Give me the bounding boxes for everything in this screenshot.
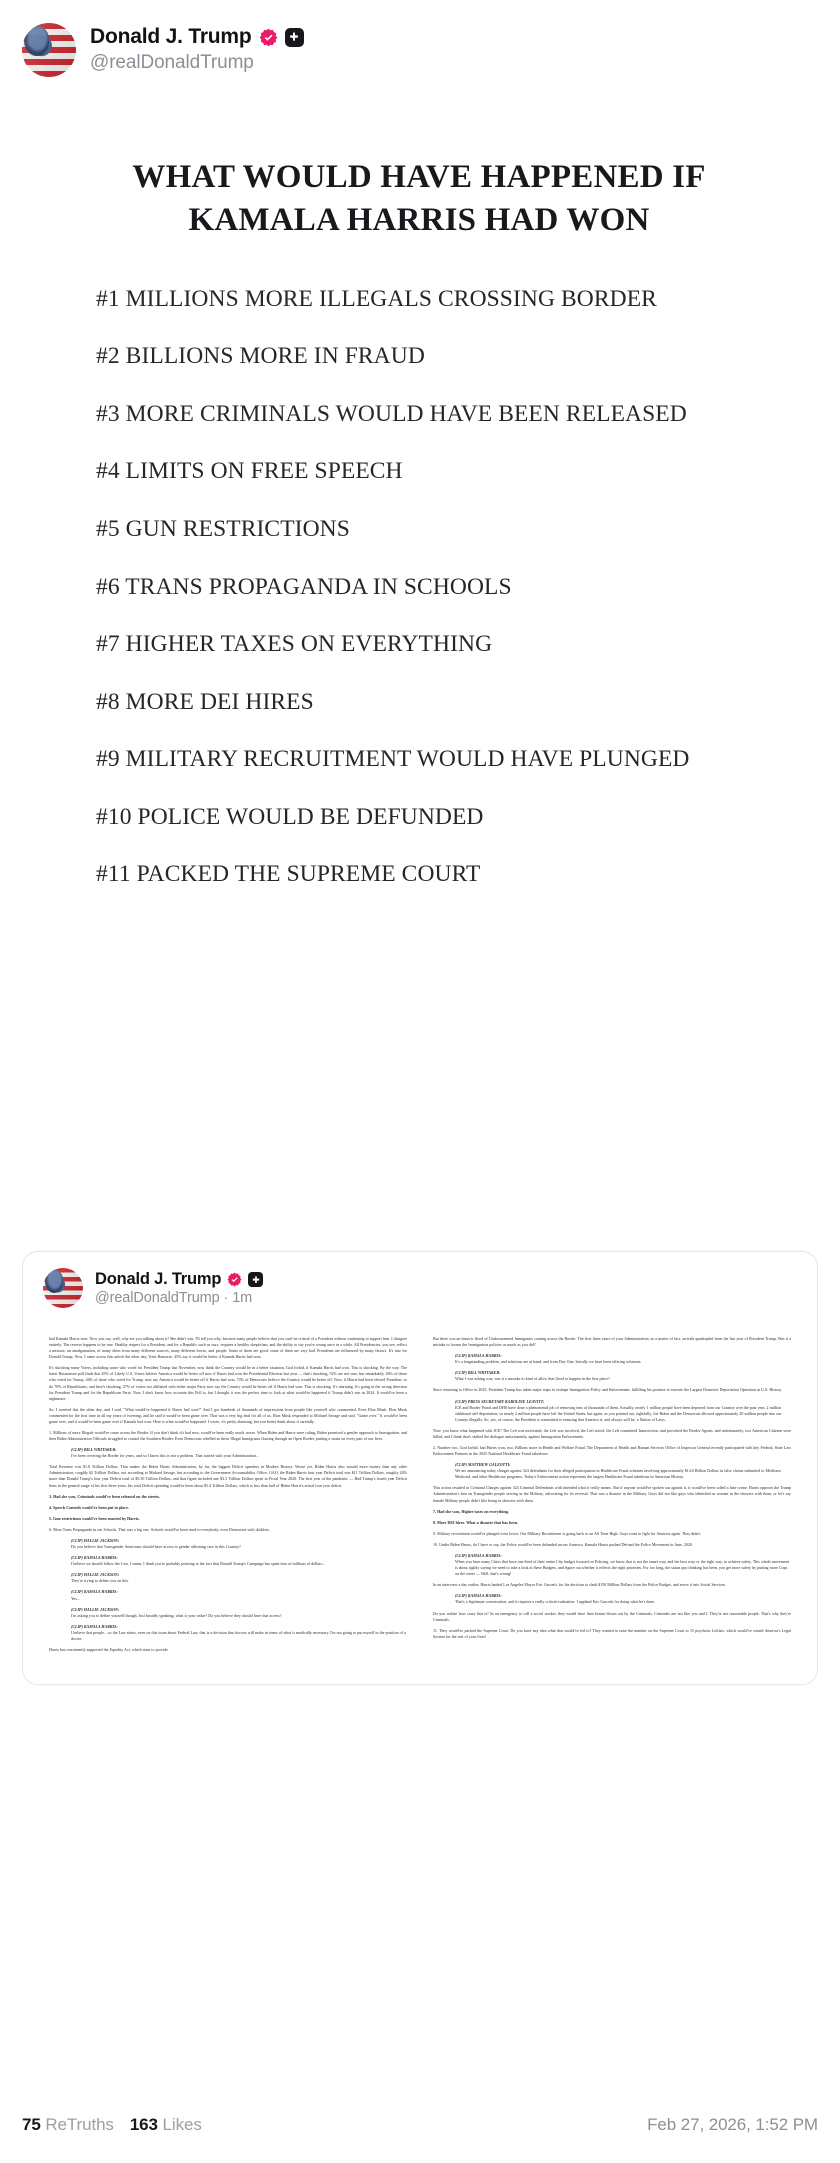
doc-speaker-label: (CLIP) KAMALA HARRIS: [71,1555,118,1561]
doc-numbered-point: 8. More DEI hires. What a disaster that has been. [433,1519,519,1525]
doc-speaker-label: (CLIP) KAMALA HARRIS: [455,1593,502,1599]
graphic-list [96,284,792,890]
doc-quote-line: I believe we should follow the Law. I mean, I think you're probably pointing to the fact that Donald Trump's Campaign has spent tens of millions of dollars... [71,1561,326,1567]
doc-quote-line: They're trying to define you on this. [71,1578,130,1584]
list-item: #11 PACKED THE SUPREME COURT [96,861,481,888]
doc-quote-line: What I was asking was, was it a mistake to kind of allow that flood to happen in the first place? [455,1376,610,1382]
doc-paragraph: So, I tweeted this the other day, and I said, "What would've happened if Harris had won?" And I got hundreds of thousands of impressions from people like yourself who commented. Even Elon Musk. Elon Musk commented for the first time in all my years of tweeting, and he said it would've been game over. That was a very big deal for all of us. Elon Musk responded to Michael Savage and said, "Game over." It would've been game over, and it would've been game over if Kamala had won. Here is what would've happened. I wrote, it's pretty alarming, but you better think about it carefully. [49,1406,407,1424]
account-names [90,25,304,75]
quoted-post-wrapper [0,1096,840,1685]
plus-badge-icon [285,28,304,47]
doc-quote-line: ICE and Border Patrol and DHS have done a phenomenal job of removing tens of thousands of them. Actually, nearly 1 million people have been deported from our Country over the past year, 2 million additional self deportation, so nearly 2 million people have left the United States, but again, as you pointed out, rightfully, Joe Biden and the Democrats allowed approximately 20 million people into our Country illegally. So, yes, of course, the President is committed to ensuring that America is, and always will be, a Nation of Laws. [455,1404,782,1422]
doc-speaker-label: (CLIP) HALLIE JACKSON: [71,1606,120,1612]
quoted-post-card[interactable] [22,1251,818,1685]
engagement-stats [22,2115,202,2135]
doc-numbered-point: 5. Gun restrictions would've been enacted by Harris. [49,1515,140,1521]
list-item: #9 MILITARY RECRUITMENT WOULD HAVE PLUNGED [96,746,690,773]
post-stats-row [0,2115,840,2135]
graphic-inner [0,156,840,890]
doc-quote-line: We are announcing today charges against 324 defendants for their alleged participation in Healthcare Fraud schemes involving approximately $14.6 Billion Dollars in false claims submitted to Medicare, Medicaid, and other Healthcare programs. Today's Enforcement action represents the largest Healthcare Fraud takedown in American History. [455,1468,782,1480]
verified-badge-icon [259,28,278,47]
doc-numbered-point: 2. Number two, God forbid, had Harris won, two, Billions more in Health and Welfare Fraud. The Department of Health and Human Services Office of Inspector General recently participated with key Federal, State Law Enforcement Partners in the 2025 National Healthcare Fraud takedown. [433,1445,791,1457]
quoted-separator: · [223,1290,229,1306]
list-item: #1 MILLIONS MORE ILLEGALS CROSSING BORDER [96,285,657,312]
graphic-title [96,156,792,242]
list-item: #10 POLICE WOULD BE DEFUNDED [96,803,484,830]
doc-numbered-point: 1. Millions of more Illegals would've come across the Border. If you don't think it's bad now, would've been really much worse. When Biden and Harris were ruling, Biden promised a gentler approach to Immigration, and then Biden Administration Officials struggled to control the Southern Border. Even Democrats rebelled as these Illegal Immigrants floating through an Open Border, putting a strain on every part of our lives. [49,1430,407,1442]
doc-paragraph: Harris has consistently supported the Equality Act, which aims to provide [49,1646,168,1652]
retruths-label: ReTruths [45,2115,114,2134]
document-right-column [433,1336,791,1658]
doc-paragraph: Do you realize how crazy that is? In an emergency to call a social worker, they would have their brains blown out by the Criminals. Criminals are not like you and I. They're not reasonable people. That's why they're Criminals. [433,1610,791,1622]
doc-quote-line: When you have many Cities that have one third of their entire City budget focused on Policing, we know that is not the smart way, and the best way, or the right way, to achieve safety. This whole movement is about rightly saying we need to take a look at these Budgets, and figure out whether it reflects the right priorities. For too long, the status quo thinking has been, you get more safety by putting more Cops on the street — Well, that's wrong! [455,1559,789,1577]
doc-speaker-label: (CLIP) KAMALA HARRIS: [71,1589,118,1595]
transcript-document[interactable] [23,1318,817,1684]
doc-speaker-label: (CLIP) HALLIE JACKSON: [71,1537,120,1543]
doc-numbered-point: 11. They would've packed the Supreme Court. Do you have any idea what that would've led to? They wanted to raise the number on the Supreme Court to 15 psychotic Leftists, which would've ruined America's Legal System for the rest of your lives! [433,1627,791,1639]
doc-paragraph: had Kamala Harris won. Now you say, well, why are you talking about it? She didn't win, I'll tell you why, because many people believe that you can't be critical of a President without continuing to support him. I disagree entirely. The reverse happens to be true. Healthy respect for a President, and for a Republic such as ours, requires a healthy skepticism, and the ability to say you're wrong once in a while. All Presidencies, you see, reflect a mixture, an amalgamation, of many ideas from many different sources, many different forces, and people. Some of them are good, some of them are very bad. Presidents are influenced by many factors. It's true for Donald Trump. Now, I came across this article the other day, Voter Remorse, 45% say it would be better if Kamala Harris had won. [49,1336,407,1360]
post-graphic-image[interactable] [0,86,840,1096]
list-item: #8 MORE DEI HIRES [96,688,314,715]
avatar[interactable] [22,23,76,77]
doc-speaker-label: (CLIP) BILL WHITAKER: [455,1370,501,1376]
display-name[interactable]: Donald J. Trump [90,24,252,48]
doc-numbered-point: 4. Speech Controls would've been put in place. [49,1504,129,1510]
quoted-avatar[interactable] [43,1268,83,1308]
doc-numbered-point: 7. Had she won, Higher taxes on everything. [433,1508,509,1514]
plus-badge-icon [248,1272,263,1287]
verified-badge-icon [227,1272,242,1287]
doc-quote-line: I believe that people... so the Law states, even on this issue about Federal Law, that is a decision that doctors will make in terms of what is medically necessary. I'm not going to put myself in the position of a doctor. [71,1629,406,1641]
retruths-stat[interactable] [22,2115,114,2135]
document-left-column [49,1336,407,1658]
doc-speaker-label: (CLIP) KAMALA HARRIS: [455,1552,502,1558]
doc-speaker-label: (CLIP) HALLIE JACKSON: [71,1572,120,1578]
account-handle[interactable]: @realDonaldTrump [90,51,254,73]
quoted-account-handle[interactable]: @realDonaldTrump [95,1290,220,1306]
doc-speaker-label: (CLIP) KAMALA HARRIS: [455,1353,502,1359]
doc-speaker-label: (CLIP) KAMALA HARRIS: [71,1623,118,1629]
likes-stat[interactable] [130,2115,202,2135]
doc-numbered-point: 10. Under Biden Harris, do I have to say, the Police would've been defunded across America. Kamala Harris pushed Defund the Police Movement in June, 2020. [433,1541,693,1547]
list-item: #2 BILLIONS MORE IN FRAUD [96,343,425,370]
doc-speaker-label: (CLIP) PRESS SECRETARY KAROLINE LEAVITT: [455,1398,545,1404]
doc-quote-line: Yes... [71,1595,80,1601]
doc-quote-line: Do you believe that Transgender Americans should have access to gender affirming care in this Country? [71,1544,241,1550]
doc-paragraph: It's shocking many Voters, including some who voted for President Trump last November, now think the Country would be in a better situation, God forbid, if Kamala Harris had won. This is shocking. By the way. The latest Rasmussen poll finds that 45% of Likely U.S. Voters believe America would be better off now if Harris had won the Presidential Election last year — that's shocking, 52% are not sure, but remarkably, 26% of those who voted for Trump, 26% of those who voted for Trump, now say America would be better off if Harris had won. 74% of Democrats believe the Country would be better off. Now, if Harris had been elected President, so do 70% of Republicans, and here's shocking, 37% of voters not affiliated with either major Party now say the Country would be better off if Harris had won. This is shocking. It's alarming. It's going in the wrong direction for President Trump and for the Republican Party. Now, I don't know how accurate this Poll is, but I thought it was the perfect time to look at what would've happened if Trump didn't win in 2024. It would've been a nightmare. [49,1365,407,1401]
quoted-post-header [23,1252,817,1318]
doc-quote-line: I've been covering the Border for years, and so I know this is not a problem. That started with your Administration... [71,1453,260,1459]
quoted-timestamp: 1m [232,1290,253,1306]
retruths-count: 75 [22,2115,41,2134]
doc-quote-line: That's a legitimate conversation, and it requires a really critical evaluation. I applaud Eric Garcetti for doing what he's done. [455,1599,656,1605]
doc-numbered-point: 3. Had she won, Criminals would've been released on the streets. [49,1493,160,1499]
list-item: #4 LIMITS ON FREE SPEECH [96,458,403,485]
list-item: #6 TRANS PROPAGANDA IN SCHOOLS [96,573,512,600]
doc-paragraph: Total Revenue was $1.8 Trillion Dollars. That makes the Biden Harris Administration, by far, the biggest Deficit spenders in Modern History. Worse yet, Biden Harris also wasted more money than any other Administration, roughly $2 Trillion Dollars, not according to Michael Savage, but according to the Government Accountability Office, GAO, the Biden Harris four year Deficit total was $11 Trillion Dollars, roughly 24% more than Donald Trump's four year Deficit total of $5.50 Trillion Dollars, and that figure included one $3.3 Trillion Dollars spent in Fiscal Year 2020. The first year of the pandemic — Had Trump's fourth year Deficit been in the general range of his first three years, his total Deficit spending would've been about $5.4 Trillion Dollars, which is less than half of Biden Harris's actual four year deficit. [49,1464,407,1488]
doc-quote-line: It's a longstanding problem, and solutions are at hand, and from Day One, literally we have been offering solutions. [455,1359,642,1365]
post-header [0,0,840,86]
doc-paragraph: Since returning to Office in 2025, President Trump has taken major steps to reshape Immigration Policy and Enforcement, fulfilling his promise to execute the Largest Domestic Deportation Operation in U.S. History. [433,1387,783,1393]
list-item: #7 HIGHER TAXES ON EVERYTHING [96,631,493,658]
quoted-display-name[interactable]: Donald J. Trump [95,1270,222,1288]
quoted-display-name-row [95,1270,263,1289]
doc-paragraph: In an interview a day earlier, Harris lauded Los Angeles Mayor Eric Garcetti, for his decision to slash $150 Million Dollars from the Police Budget, and move it into Social Services. [433,1582,726,1588]
list-item: #5 GUN RESTRICTIONS [96,515,350,542]
post-timestamp: Feb 27, 2026, 1:52 PM [647,2115,818,2134]
likes-label: Likes [162,2115,202,2134]
list-item: #3 MORE CRIMINALS WOULD HAVE BEEN RELEASED [96,400,687,427]
doc-paragraph: Now, you know what happened with ICE? The Left was motivated, the Left was involved, the Left rioted, the Left committed Insurrection, and provoked the Border Agents, and unfortunately, two American Citizens were killed, and I think that's shifted the dialogue unfortunately, against Immigration Enforcement. [433,1427,791,1439]
graphic-title-line-2: KAMALA HARRIS HAD WON [188,201,650,238]
graphic-title-line-1: WHAT WOULD HAVE HAPPENED IF [132,159,706,195]
display-name-row [90,25,304,50]
doc-quote-line: I'm asking you to define yourself though. Just broadly speaking, what is your value? Do you believe they should have that access? [71,1612,282,1618]
quoted-handle-row [95,1290,263,1306]
doc-numbered-point: 6. More Trans Propaganda in our Schools. That was a big one. Schools would've been used to everybody, even Democrats with children. [49,1526,270,1532]
doc-speaker-label: (CLIP) MATTHEW GALEOTTI: [455,1462,511,1468]
doc-paragraph: But there was an historic flood of Undocumented Immigrants coming across the Border. The first three years of your Administration, as a matter of fact, arrivals quadrupled from the last year of President Trump. Was it a mistake to loosen the Immigration policies as much as you did? [433,1336,791,1348]
doc-speaker-label: (CLIP) BILL WHITAKER: [71,1447,117,1453]
likes-count: 163 [129,2115,158,2134]
document-columns [49,1336,791,1658]
doc-numbered-point: 9. Military recruitment would've plunged even lower. Our Military Recruitment is going back to an All Time High. Guys want to fight for America again. They didn't. [433,1530,702,1536]
doc-paragraph: This action resulted in Criminal Charges against 324 Criminal Defendants with intended what it really means. But if anyone would've spoken out against it, it would've been called a hate crime. Harris opposes the Trump Administration's ban on Transgender people serving in the Military, advocating for its reversal. That was a disaster in the Military. Guys did not like guys who identified as women in the showers with them, or let's say female Military people didn't like being in showers with them. [433,1485,791,1503]
quoted-account-names [95,1270,263,1306]
